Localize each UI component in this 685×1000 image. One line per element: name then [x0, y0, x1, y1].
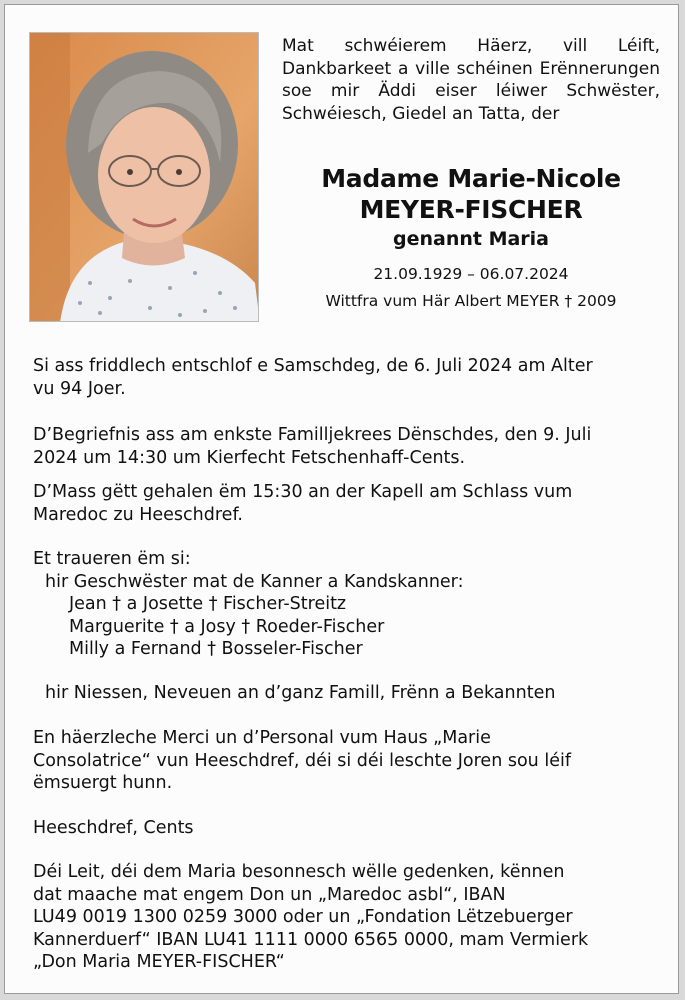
life-dates: 21.09.1929 – 06.07.2024 [373, 265, 569, 283]
death-line: vu 94 Joer. [33, 378, 126, 399]
thanks-line: En häerzleche Merci un d’Personal vum Haus „Marie [33, 728, 491, 748]
sibling-couple: Jean † a Josette † Fischer-Streitz [69, 594, 347, 614]
surname: MEYER-FISCHER [359, 195, 583, 224]
mass-notice [33, 481, 663, 526]
mass-line: Maredoc zu Heeschdref. [33, 504, 243, 525]
obituary-page [4, 4, 679, 994]
thanks-section [33, 727, 663, 795]
donation-line: dat maache mat engem Don un „Maredoc asbl“, IBAN [33, 884, 506, 905]
sibling-couple: Milly a Fernand † Bosseler-Fischer [69, 639, 363, 659]
donation-section [33, 861, 663, 974]
mass-line: D’Mass gëtt gehalen ëm 15:30 an der Kapell am Schlass vum [33, 482, 573, 502]
places-text: Heeschdref, Cents [33, 818, 194, 838]
portrait-photo [29, 32, 259, 322]
mourners-intro: Et traueren ëm si: [33, 549, 191, 569]
thanks-line: Consolatrice“ vun Heeschdref, déi si déi leschte Joren sou léif [33, 750, 571, 771]
alias-name: genannt Maria [392, 228, 550, 250]
donation-line: Kannerduerf“ IBAN LU41 1111 0000 6565 0000, mam Vermierk [33, 929, 589, 950]
death-line: Si ass friddlech entschlof e Samschdeg, de 6. Juli 2024 am Alter [33, 356, 593, 376]
donation-line: LU49 0019 1300 0259 3000 oder un „Fondation Lëtzebuerger [33, 907, 573, 927]
siblings-intro: hir Geschwëster mat de Kanner a Kandskanner: [45, 571, 464, 592]
thanks-line: ëmsuergt hunn. [33, 773, 173, 793]
sibling-couple: Marguerite † a Josy † Roeder-Fischer [69, 616, 385, 637]
death-notice [33, 355, 663, 400]
widow-of: Wittfra vum Här Albert MEYER † 2009 [325, 292, 617, 310]
donation-line: Déi Leit, déi dem Maria besonnesch wëlle gedenken, kënnen [33, 862, 565, 882]
full-name: Madame Marie-Nicole [321, 164, 621, 193]
funeral-notice [33, 424, 663, 469]
donation-line: „Don Maria MEYER-FISCHER“ [33, 952, 285, 972]
relatives-text: hir Niessen, Neveuen an d’ganz Famill, Frënn a Bekannten [45, 683, 556, 703]
mourners-section [33, 548, 663, 661]
funeral-line: 2024 um 14:30 um Kierfecht Fetschenhaff-Cents. [33, 447, 466, 468]
name-block [267, 163, 675, 312]
relatives-line [33, 682, 663, 705]
places-line [33, 817, 663, 840]
funeral-line: D’Begriefnis ass am enkste Familljekrees Dënschdes, den 9. Juli [33, 425, 592, 445]
intro-text: Mat schwéierem Häerz, vill Léift, Dankbarkeet a ville schéinen Erënnerungen soe mir Äddi eiser léiwer Schwëster, Schwéiesch, Giedel an Tatta, der [282, 36, 660, 124]
